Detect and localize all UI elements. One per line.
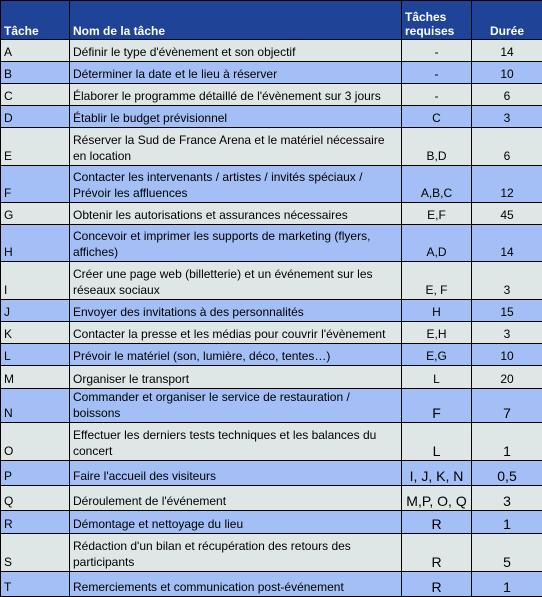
cell-task: E: [1, 128, 70, 166]
cell-requires: E, F: [402, 262, 472, 300]
cell-name: Contacter la presse et les médias pour couvrir l'évènement: [70, 322, 402, 344]
table-row: [1, 344, 542, 366]
cell-requires: C: [402, 106, 472, 128]
cell-requires: I, J, K, N: [402, 461, 472, 486]
cell-requires: E,H: [402, 322, 472, 344]
cell-name: Rédaction d'un bilan et récupération des retours des participants: [70, 534, 402, 572]
cell-requires: L: [402, 423, 472, 461]
header-row: [1, 1, 542, 40]
cell-duration: 6: [472, 84, 542, 106]
table-row: [1, 300, 542, 322]
cell-task: A: [1, 40, 70, 62]
cell-duration: 14: [472, 225, 542, 262]
header-task: Tâche: [1, 1, 70, 40]
cell-requires: A,D: [402, 225, 472, 262]
cell-requires: E,F: [402, 203, 472, 225]
cell-task: T: [1, 572, 70, 597]
table-row: [1, 534, 542, 572]
cell-duration: 3: [472, 106, 542, 128]
cell-task: O: [1, 423, 70, 461]
cell-task: P: [1, 461, 70, 486]
cell-duration: 14: [472, 40, 542, 62]
cell-task: N: [1, 389, 70, 423]
cell-duration: 10: [472, 344, 542, 366]
table-row: [1, 423, 542, 461]
cell-duration: 5: [472, 534, 542, 572]
cell-duration: 10: [472, 62, 542, 84]
cell-duration: 45: [472, 203, 542, 225]
cell-duration: 0,5: [472, 461, 542, 486]
header-duration: Durée: [472, 1, 542, 40]
cell-duration: 15: [472, 300, 542, 322]
cell-task: Q: [1, 486, 70, 511]
header-requires-line2: requises: [405, 24, 454, 38]
table-row: [1, 461, 542, 486]
cell-requires: -: [402, 40, 472, 62]
cell-requires: H: [402, 300, 472, 322]
cell-duration: 3: [472, 262, 542, 300]
cell-duration: 1: [472, 511, 542, 534]
header-requires-line1: Tâches: [405, 10, 446, 24]
table-row: [1, 486, 542, 511]
cell-duration: 6: [472, 128, 542, 166]
table-row: [1, 84, 542, 106]
cell-name: Envoyer des invitations à des personnalités: [70, 300, 402, 322]
cell-name: Obtenir les autorisations et assurances nécessaires: [70, 203, 402, 225]
cell-name: Déroulement de l'événement: [70, 486, 402, 511]
table-row: [1, 366, 542, 389]
cell-duration: 1: [472, 572, 542, 597]
cell-name: Concevoir et imprimer les supports de marketing (flyers, affiches): [70, 225, 402, 262]
cell-name: Créer une page web (billetterie) et un événement sur les réseaux sociaux: [70, 262, 402, 300]
cell-requires: A,B,C: [402, 166, 472, 203]
cell-task: H: [1, 225, 70, 262]
cell-name: Prévoir le matériel (son, lumière, déco, tentes…): [70, 344, 402, 366]
cell-name: Établir le budget prévisionnel: [70, 106, 402, 128]
cell-task: R: [1, 511, 70, 534]
table-row: [1, 389, 542, 423]
cell-name: Démontage et nettoyage du lieu: [70, 511, 402, 534]
cell-task: K: [1, 322, 70, 344]
cell-duration: 20: [472, 366, 542, 389]
cell-requires: R: [402, 534, 472, 572]
cell-requires: F: [402, 389, 472, 423]
cell-requires: B,D: [402, 128, 472, 166]
cell-task: M: [1, 366, 70, 389]
cell-duration: 3: [472, 486, 542, 511]
cell-name: Remerciements et communication post-événement: [70, 572, 402, 597]
table-row: [1, 40, 542, 62]
table-row: [1, 106, 542, 128]
cell-task: J: [1, 300, 70, 322]
table-row: [1, 128, 542, 166]
table-row: [1, 166, 542, 203]
cell-task: L: [1, 344, 70, 366]
cell-requires: E,G: [402, 344, 472, 366]
cell-name: Déterminer la date et le lieu à réserver: [70, 62, 402, 84]
cell-requires: L: [402, 366, 472, 389]
cell-name: Effectuer les derniers tests techniques et les balances du concert: [70, 423, 402, 461]
cell-duration: 1: [472, 423, 542, 461]
table-row: [1, 225, 542, 262]
header-requires: [402, 1, 472, 40]
table-row: [1, 203, 542, 225]
table-row: [1, 322, 542, 344]
table-row: [1, 511, 542, 534]
cell-name: Organiser le transport: [70, 366, 402, 389]
cell-name: Faire l'accueil des visiteurs: [70, 461, 402, 486]
table-row: [1, 262, 542, 300]
table-row: [1, 62, 542, 84]
cell-name: Contacter les intervenants / artistes / invités spéciaux / Prévoir les affluences: [70, 166, 402, 203]
cell-name: Définir le type d'évènement et son objectif: [70, 40, 402, 62]
header-name: Nom de la tâche: [70, 1, 402, 40]
cell-task: I: [1, 262, 70, 300]
cell-name: Commander et organiser le service de restauration / boissons: [70, 389, 402, 423]
cell-requires: R: [402, 572, 472, 597]
cell-duration: 12: [472, 166, 542, 203]
cell-duration: 3: [472, 322, 542, 344]
cell-duration: 7: [472, 389, 542, 423]
cell-task: F: [1, 166, 70, 203]
cell-requires: M,P, O, Q: [402, 486, 472, 511]
cell-task: G: [1, 203, 70, 225]
cell-task: C: [1, 84, 70, 106]
cell-task: D: [1, 106, 70, 128]
cell-requires: -: [402, 84, 472, 106]
cell-name: Réserver la Sud de France Arena et le matériel nécessaire en location: [70, 128, 402, 166]
cell-requires: R: [402, 511, 472, 534]
cell-requires: -: [402, 62, 472, 84]
cell-task: B: [1, 62, 70, 84]
cell-name: Élaborer le programme détaillé de l'évènement sur 3 jours: [70, 84, 402, 106]
cell-task: S: [1, 534, 70, 572]
